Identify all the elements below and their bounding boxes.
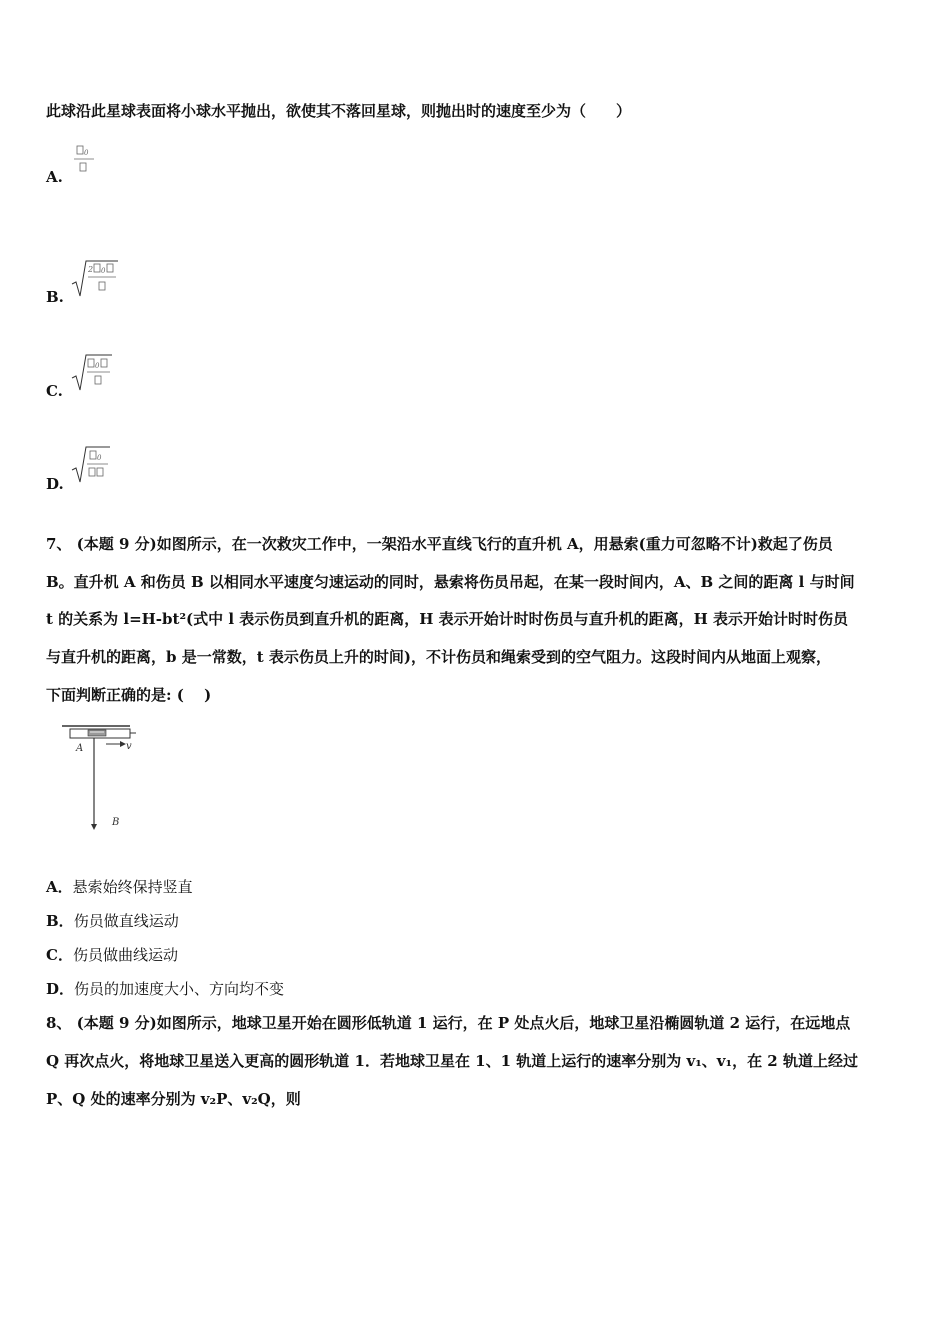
q7-choice-b-label: B． <box>46 912 74 930</box>
q7-choice-a-label: A． <box>46 878 73 896</box>
q8-score: (本题 9 分) <box>76 1014 157 1032</box>
q7-choice-b-text: 伤员做直线运动 <box>73 912 179 930</box>
q7-choice-c-label: C． <box>46 946 73 964</box>
svg-text:0: 0 <box>95 362 100 370</box>
q7-choice-c <box>46 944 178 966</box>
label-v: v <box>126 741 132 752</box>
q6-option-b-label: B. <box>46 288 64 306</box>
helicopter-diagram <box>60 722 150 838</box>
label-a: A <box>76 743 84 754</box>
q8-number: 8、 <box>46 1014 72 1032</box>
q6-option-d-label: D. <box>46 475 64 493</box>
q7-choice-a <box>46 876 193 898</box>
q8-line-2: Q 再次点火，将地球卫星送入更高的圆形轨道 1．若地球卫星在 1、1 轨道上运行的速率分别为 v₁、v₁，在 2 轨道上经过 <box>46 1052 858 1070</box>
q8-line-3: P、Q 处的速率分别为 v₂P、v₂Q，则 <box>46 1090 301 1108</box>
q7-choice-a-text: 悬索始终保持竖直 <box>72 878 193 896</box>
q7-line-2: B。直升机 A 和伤员 B 以相同水平速度匀速运动的同时，悬索将伤员吊起，在某一段时间内，A、B 之间的距离 l 与时间 <box>46 573 855 591</box>
svg-text:2: 2 <box>88 265 94 274</box>
q6-option-c-label: C. <box>46 382 63 400</box>
q7-choice-d-label: D． <box>46 980 75 998</box>
svg-text:0: 0 <box>97 454 102 462</box>
q8-line-1 <box>46 1012 850 1034</box>
q7-choice-b <box>46 910 179 932</box>
svg-text:0: 0 <box>101 267 106 275</box>
q7-choice-d-text: 伤员的加速度大小、方向均不变 <box>74 980 285 998</box>
q7-choice-c-text: 伤员做曲线运动 <box>72 946 178 964</box>
q7-line-5: 下面判断正确的是: ( ) <box>46 686 212 704</box>
q6-option-d-formula <box>70 444 116 490</box>
q6-option-c-formula <box>70 352 116 398</box>
svg-text:0: 0 <box>84 149 89 157</box>
q7-score: (本题 9 分) <box>76 535 157 553</box>
q7-line-1 <box>46 533 833 555</box>
q8-text-1: 如图所示，地球卫星开始在圆形低轨道 1 运行，在 P 处点火后，地球卫星沿椭圆轨道 2 运行，在远地点 <box>156 1014 851 1032</box>
q7-number: 7、 <box>46 535 72 553</box>
q6-option-a-formula <box>70 142 100 180</box>
q7-text-1: 如图所示，在一次救灾工作中，一架沿水平直线飞行的直升机 A，用悬索(重力可忽略不计)救起了伤员 <box>156 535 833 553</box>
q7-line-3: t 的关系为 l=H-bt²(式中 l 表示伤员到直升机的距离，H 表示开始计时时伤员与直升机的距离，H 表示开始计时时伤员 <box>46 610 849 628</box>
label-b: B <box>112 817 120 828</box>
q6-option-b-formula <box>70 258 120 304</box>
q6-option-a-label: A. <box>46 168 63 186</box>
q7-line-4: 与直升机的距离，b 是一常数，t 表示伤员上升的时间)，不计伤员和绳索受到的空气阻力。这段时间内从地面上观察， <box>46 648 831 666</box>
q7-choice-d <box>46 978 284 1000</box>
q6-stem: 此球沿此星球表面将小球水平抛出，欲使其不落回星球，则抛出时的速度至少为（ ） <box>46 102 632 120</box>
